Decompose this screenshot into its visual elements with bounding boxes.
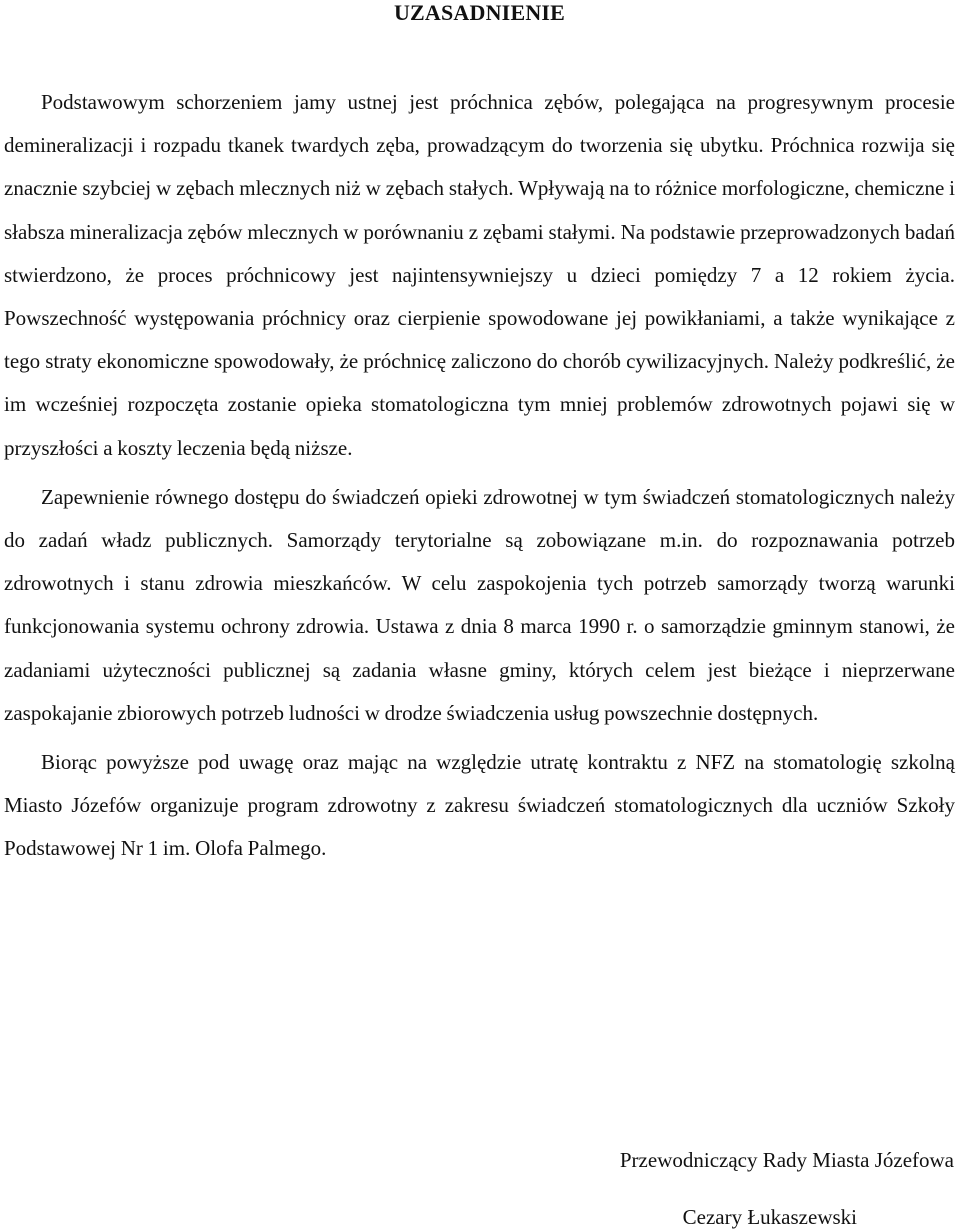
document-page: [4, 0, 955, 871]
paragraph-conclusion: Biorąc powyższe pod uwagę oraz mając na względzie utratę kontraktu z NFZ na stomatologię szkolną Miasto Józefów organizuje program zdrowotny z zakresu świadczeń stomatologicznych dla uczniów Szkoły Podstawowej Nr 1 im. Olofa Palmego.: [4, 750, 955, 861]
paragraph-public-duties: Zapewnienie równego dostępu do świadczeń opieki zdrowotnej w tym świadczeń stomatologicznych należy do zadań władz publicznych. Samorządy terytorialne są zobowiązane m.in. do rozpoznawania potrzeb zdrowotnych i stanu zdrowia mieszkańców. W celu zaspokojenia tych potrzeb samorządy tworzą warunki funkcjonowania systemu ochrony zdrowia. Ustawa z dnia 8 marca 1990 r. o samorządzie gminnym stanowi, że zadaniami użyteczności publicznej są zadania własne gminy, których celem jest bieżące i nieprzerwane zaspokajanie zbiorowych potrzeb ludności w drodze świadczenia usług powszechnie dostępnych.: [4, 484, 955, 725]
document-title: UZASADNIENIE: [393, 0, 566, 25]
signature-name: Cezary Łukaszewski: [682, 1205, 857, 1229]
paragraph-intro: Podstawowym schorzeniem jamy ustnej jest próchnica zębów, polegająca na progresywnym procesie demineralizacji i rozpadu tkanek twardych zęba, prowadzącym do tworzenia się ubytku. Próchnica rozwija się znacznie szybciej w zębach mlecznych niż w zębach stałych. Wpływają na to różnice morfologiczne, chemiczne i słabsza mineralizacja zębów mlecznych w porównaniu z zębami stałymi. Na podstawie przeprowadzonych badań stwierdzono, że proces próchnicowy jest najintensywniejszy u dzieci pomiędzy 7 a 12 rokiem życia. Powszechność występowania próchnicy oraz cierpienie spowodowane jej powikłaniami, a także wynikające z tego straty ekonomiczne spowodowały, że próchnicę zaliczono do chorób cywilizacyjnych. Należy podkreślić, że im wcześniej rozpoczęta zostanie opieka stomatologiczna tym mniej problemów zdrowotnych pojawi się w przyszłości a koszty leczenia będą niższe.: [4, 90, 955, 460]
signature-role: Przewodniczący Rady Miasta Józefowa: [619, 1148, 954, 1172]
